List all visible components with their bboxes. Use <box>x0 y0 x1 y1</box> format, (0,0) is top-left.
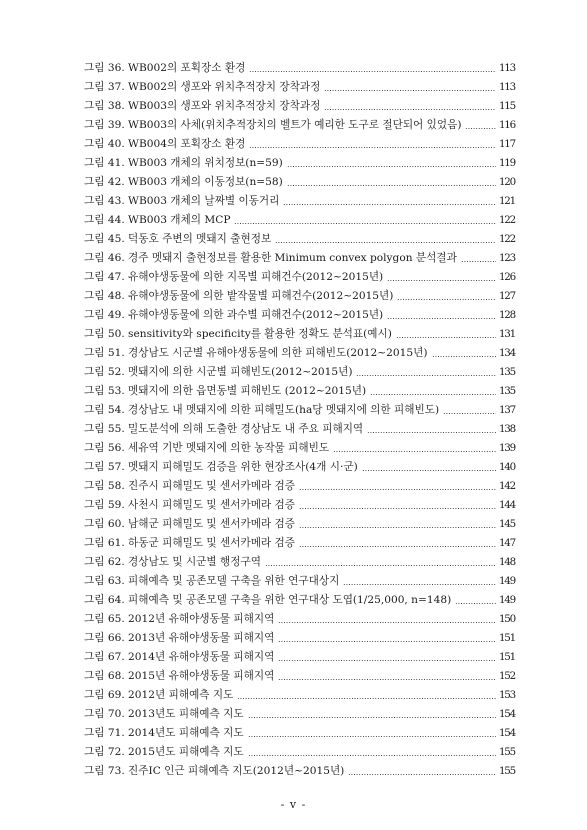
toc-entry-title: 그림 53. 멧돼지에 의한 읍면동별 피해빈도 (2012~2015년) <box>84 385 367 397</box>
dot-leader <box>356 368 495 378</box>
toc-entry-title: 그림 69. 2012년 피해예측 지도 <box>84 689 234 701</box>
dot-leader <box>278 672 496 682</box>
dot-leader <box>278 615 496 625</box>
toc-entry[interactable] <box>84 325 515 344</box>
dot-leader <box>461 254 496 264</box>
dot-leader <box>455 596 496 606</box>
dot-leader <box>265 558 496 568</box>
toc-entry-title: 그림 63. 피해예측 및 공존모델 구축을 위한 연구대상지 <box>84 575 340 587</box>
toc-entry-title: 그림 60. 남해군 피해밀도 및 센서카메라 검증 <box>84 518 296 530</box>
toc-entry[interactable] <box>84 591 515 610</box>
toc-entry-page: 134 <box>498 347 515 359</box>
toc-entry-page: 139 <box>498 442 515 454</box>
toc-entry[interactable] <box>84 534 515 553</box>
toc-entry[interactable] <box>84 382 515 401</box>
toc-entry-title: 그림 43. WB003 개체의 날짜별 이동거리 <box>84 195 280 207</box>
dot-leader <box>278 634 496 644</box>
toc-entry-page: 113 <box>498 62 515 74</box>
dot-leader <box>278 653 496 663</box>
toc-entry-title: 그림 68. 2015년 유해야생동물 피해지역 <box>84 670 275 682</box>
toc-entry-title: 그림 66. 2013년 유해야생동물 피해지역 <box>84 632 275 644</box>
toc-entry[interactable] <box>84 724 515 743</box>
toc-entry-title: 그림 65. 2012년 유해야생동물 피해지역 <box>84 613 275 625</box>
toc-entry-title: 그림 37. WB002의 생포와 위치추적장치 장착과정 <box>84 81 321 93</box>
dot-leader <box>387 273 496 283</box>
dot-leader <box>333 444 496 454</box>
dot-leader <box>343 577 496 587</box>
toc-entry[interactable] <box>84 477 515 496</box>
toc-entry-title: 그림 55. 밀도분석에 의해 도출한 경상남도 내 주요 피해지역 <box>84 423 364 435</box>
dot-leader <box>348 767 496 777</box>
toc-entry-page: 140 <box>498 461 515 473</box>
toc-entry-page: 149 <box>498 594 515 606</box>
toc-entry-title: 그림 73. 진주IC 인근 피해예측 지도(2012년~2015년) <box>84 765 345 777</box>
dot-leader <box>432 349 496 359</box>
dot-leader <box>324 83 496 93</box>
dot-leader <box>248 710 496 720</box>
toc-entry[interactable] <box>84 59 515 78</box>
toc-entry-page: 155 <box>498 746 515 758</box>
toc-entry-title: 그림 58. 진주시 피해밀도 및 센서카메라 검증 <box>84 480 296 492</box>
toc-entry[interactable] <box>84 344 515 363</box>
toc-entry-page: 154 <box>498 708 515 720</box>
toc-entry-title: 그림 71. 2014년도 피해예측 지도 <box>84 727 244 739</box>
toc-entry-title: 그림 48. 유해야생동물에 의한 밭작물별 피해건수(2012~2015년) <box>84 290 394 302</box>
toc-entry-title: 그림 62. 경상남도 및 시군별 행정구역 <box>84 556 261 568</box>
toc-entry-page: 123 <box>498 252 515 264</box>
toc-entry[interactable] <box>84 648 515 667</box>
dot-leader <box>237 691 496 701</box>
toc-entry-title: 그림 61. 하동군 피해밀도 및 센서카메라 검증 <box>84 537 296 549</box>
toc-entry-page: 154 <box>498 727 515 739</box>
toc-entry-page: 117 <box>498 138 515 150</box>
toc-entry-title: 그림 56. 세유역 기반 멧돼지에 의한 농작물 피해빈도 <box>84 442 330 454</box>
toc-entry-title: 그림 57. 멧돼지 피해밀도 검증을 위한 현장조사(4개 시·군) <box>84 461 358 473</box>
toc-entry-title: 그림 54. 경상남도 내 멧돼지에 의한 피해밀도(ha당 멧돼지에 의한 피해빈도) <box>84 404 440 416</box>
toc-entry-title: 그림 51. 경상남도 시군별 유해야생동물에 의한 피해빈도(2012~2015년) <box>84 347 428 359</box>
toc-entry-title: 그림 64. 피해예측 및 공존모델 구축을 위한 연구대상 도엽(1/25,000, n=148) <box>84 594 452 606</box>
toc-entry-page: 126 <box>498 271 515 283</box>
toc-entry-title: 그림 42. WB003 개체의 이동정보(n=58) <box>84 176 283 188</box>
toc-entry-title: 그림 39. WB003의 사체(위치추적장치의 벨트가 예리한 도구로 절단되어 있었음) <box>84 119 462 131</box>
dot-leader <box>248 729 496 739</box>
toc-entry-title: 그림 52. 멧돼지에 의한 시군별 피해빈도(2012~2015년) <box>84 366 353 378</box>
toc-entry-page: 119 <box>498 157 515 169</box>
toc-entry[interactable] <box>84 515 515 534</box>
toc-entry-title: 그림 40. WB004의 포획장소 환경 <box>84 138 246 150</box>
toc-entry[interactable] <box>84 173 515 192</box>
toc-entry-page: 122 <box>498 233 515 245</box>
toc-entry[interactable] <box>84 439 515 458</box>
toc-entry-title: 그림 44. WB003 개체의 MCP <box>84 214 231 226</box>
dot-leader <box>299 539 496 549</box>
dot-leader <box>362 463 496 473</box>
toc-entry[interactable] <box>84 363 515 382</box>
page-number: - v - <box>280 798 307 811</box>
toc-entry[interactable] <box>84 135 515 154</box>
toc-entry-page: 138 <box>498 423 515 435</box>
dot-leader <box>248 748 496 758</box>
toc-entry[interactable] <box>84 249 515 268</box>
toc-entry-page: 115 <box>498 100 515 112</box>
toc-entry-page: 135 <box>498 385 515 397</box>
dot-leader <box>465 121 495 131</box>
dot-leader <box>249 140 496 150</box>
toc-entry[interactable] <box>84 705 515 724</box>
toc-entry-page: 137 <box>498 404 515 416</box>
dot-leader <box>287 178 496 188</box>
toc-entry-page: 113 <box>498 81 515 93</box>
toc-entry-title: 그림 38. WB003의 생포와 위치추적장치 장착과정 <box>84 100 321 112</box>
toc-entry-title: 그림 59. 사천시 피해밀도 및 센서카메라 검증 <box>84 499 296 511</box>
toc-entry-page: 145 <box>498 518 515 530</box>
toc-entry[interactable] <box>84 287 515 306</box>
toc-entry-page: 151 <box>498 632 515 644</box>
toc-entry[interactable] <box>84 97 515 116</box>
toc-entry-title: 그림 70. 2013년도 피해예측 지도 <box>84 708 244 720</box>
dot-leader <box>275 235 496 245</box>
toc-entry[interactable] <box>84 211 515 230</box>
toc-entry-page: 151 <box>498 651 515 663</box>
dot-leader <box>443 406 496 416</box>
toc-entry-title: 그림 47. 유해야생동물에 의한 지목별 피해건수(2012~2015년) <box>84 271 384 283</box>
toc-entry-page: 149 <box>498 575 515 587</box>
toc-entry[interactable] <box>84 762 515 781</box>
toc-entry-page: 142 <box>498 480 515 492</box>
toc-entry-page: 121 <box>498 195 515 207</box>
toc-entry-title: 그림 45. 덕동호 주변의 멧돼지 출현정보 <box>84 233 272 245</box>
toc-entry-page: 120 <box>498 176 515 188</box>
toc-entry[interactable] <box>84 230 515 249</box>
toc-entry[interactable] <box>84 686 515 705</box>
figure-list <box>84 59 515 781</box>
dot-leader <box>287 159 496 169</box>
toc-entry-title: 그림 41. WB003 개체의 위치정보(n=59) <box>84 157 283 169</box>
toc-entry[interactable] <box>84 306 515 325</box>
toc-entry-page: 153 <box>498 689 515 701</box>
dot-leader <box>397 292 496 302</box>
toc-entry-page: 135 <box>498 366 515 378</box>
toc-entry-page: 152 <box>498 670 515 682</box>
toc-entry[interactable] <box>84 458 515 477</box>
toc-entry-title: 그림 72. 2015년도 피해예측 지도 <box>84 746 244 758</box>
toc-entry-title: 그림 67. 2014년 유해야생동물 피해지역 <box>84 651 275 663</box>
dot-leader <box>299 501 496 511</box>
dot-leader <box>367 425 496 435</box>
dot-leader <box>249 64 496 74</box>
dot-leader <box>299 482 496 492</box>
toc-entry-title: 그림 49. 유해야생동물에 의한 과수별 피해건수(2012~2015년) <box>84 309 384 321</box>
toc-entry[interactable] <box>84 743 515 762</box>
toc-entry[interactable] <box>84 629 515 648</box>
toc-entry-title: 그림 46. 경주 멧돼지 출현정보를 활용한 Minimum convex polygon 분석결과 <box>84 252 457 264</box>
toc-entry[interactable] <box>84 420 515 439</box>
dot-leader <box>234 216 495 226</box>
toc-entry[interactable] <box>84 268 515 287</box>
dot-leader <box>324 102 496 112</box>
toc-entry[interactable] <box>84 667 515 686</box>
toc-entry[interactable] <box>84 401 515 420</box>
toc-entry[interactable] <box>84 192 515 211</box>
toc-entry[interactable] <box>84 154 515 173</box>
toc-entry[interactable] <box>84 572 515 591</box>
toc-entry[interactable] <box>84 78 515 97</box>
toc-entry-page: 131 <box>498 328 515 340</box>
toc-entry-title: 그림 50. sensitivity와 specificity를 활용한 정확도 분석표(예시) <box>84 328 392 340</box>
toc-entry-title: 그림 36. WB002의 포획장소 환경 <box>84 62 246 74</box>
toc-entry-page: 150 <box>498 613 515 625</box>
toc-entry-page: 128 <box>498 309 515 321</box>
toc-entry-page: 155 <box>498 765 515 777</box>
toc-entry[interactable] <box>84 496 515 515</box>
dot-leader <box>283 197 496 207</box>
toc-entry[interactable] <box>84 553 515 572</box>
toc-entry-page: 147 <box>498 537 515 549</box>
toc-entry[interactable] <box>84 610 515 629</box>
dot-leader <box>396 330 496 340</box>
toc-entry-page: 122 <box>498 214 515 226</box>
toc-entry-page: 148 <box>498 556 515 568</box>
dot-leader <box>370 387 496 397</box>
toc-entry-page: 127 <box>498 290 515 302</box>
dot-leader <box>299 520 496 530</box>
toc-entry[interactable] <box>84 116 515 135</box>
dot-leader <box>387 311 496 321</box>
toc-entry-page: 116 <box>498 119 515 131</box>
toc-entry-page: 144 <box>498 499 515 511</box>
